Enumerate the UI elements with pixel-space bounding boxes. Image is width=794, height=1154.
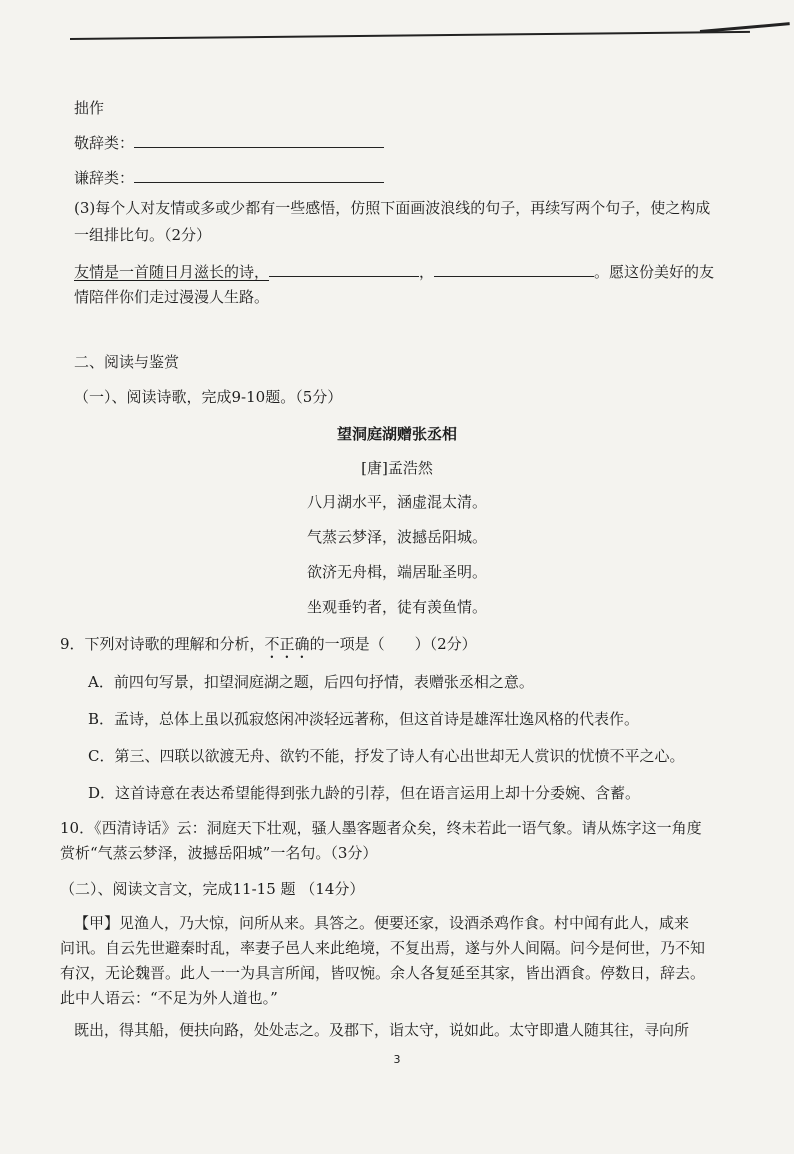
example-sentence: 友情是一首随日月滋长的诗， (74, 263, 270, 281)
section2-heading: 二、阅读与鉴赏 (74, 353, 180, 371)
commend-blank[interactable] (134, 133, 384, 148)
q9-stem-after: 的一项是（ ）（2分） (309, 635, 477, 653)
q8-3-prompt-line2: 一组排比句。（2分） (74, 226, 212, 244)
answer-ending: 。愿这份美好的友 (594, 263, 715, 281)
q9-option-d: D．这首诗意在表达希望能得到张九龄的引荐，但在语言运用上却十分委婉、含蓄。 (88, 784, 641, 802)
part1-heading: （一）、阅读诗歌，完成9-10题。（5分） (74, 388, 343, 406)
q9-option-c: C．第三、四联以欲渡无舟、欲钓不能，抒发了诗人有心出世却无人赏识的忧愤不平之心。 (88, 747, 685, 765)
humble-blank[interactable] (134, 168, 384, 183)
q9-stem (60, 634, 477, 662)
q9-option-b: B．孟诗，总体上虽以孤寂悠闲冲淡轻远著称，但这首诗是雄浑壮逸风格的代表作。 (88, 710, 640, 728)
part2-heading: （二）、阅读文言文，完成11-15 题 （14分） (60, 880, 365, 898)
passage-line: 【甲】见渔人，乃大惊，问所从来。具答之。便要还家，设酒杀鸡作食。村中闻有此人，咸来 (74, 914, 690, 932)
poem-line: 欲济无舟楫，端居耻圣明。 (306, 563, 487, 581)
poem-author: [唐]孟浩然 (361, 459, 433, 477)
answer-blank-2[interactable] (434, 262, 594, 277)
q9-stem-before: 9．下列对诗歌的理解和分析， (60, 635, 265, 653)
q8-3-answer-row (74, 262, 714, 282)
humble-row (74, 168, 384, 188)
commend-label: 敬辞类： (74, 134, 135, 152)
humble-label: 谦辞类： (74, 169, 135, 187)
q9-option-a: A．前四句写景，扣望洞庭湖之题，后四句抒情，表赠张丞相之意。 (88, 673, 534, 691)
passage-line: 问讯。自云先世避秦时乱，率妻子邑人来此绝境，不复出焉，遂与外人间隔。问今是何世，乃不知 (60, 939, 706, 957)
answer-blank-1[interactable] (269, 262, 419, 277)
top-words: 拙作 (74, 99, 105, 117)
q8-3-answer-line2: 情陪伴你们走过漫漫人生路。 (74, 288, 270, 306)
poem-line: 八月湖水平，涵虚混太清。 (306, 493, 487, 511)
q10-line2: 赏析“气蒸云梦泽，波撼岳阳城”一名句。（3分） (60, 844, 378, 862)
q9-stem-emphasis: 不正确 (264, 635, 310, 653)
passage-line: 有汉，无论魏晋。此人一一为具言所闻，皆叹惋。余人各复延至其家，皆出酒食。停数日，辞去。 (60, 964, 706, 982)
top-rule (70, 31, 750, 40)
q10-line1: 10．《西清诗话》云：洞庭天下壮观，骚人墨客题者众矣，终未若此一语气象。请从炼字这一角度 (60, 819, 702, 837)
poem-line: 气蒸云梦泽，波撼岳阳城。 (306, 528, 487, 546)
commend-row (74, 133, 384, 153)
q8-3-prompt-line1: (3)每个人对友情或多或少都有一些感悟，仿照下面画波浪线的句子，再续写两个句子，使之构成 (74, 199, 711, 217)
poem-line: 坐观垂钓者，徒有羡鱼情。 (306, 598, 487, 616)
passage-line: 此中人语云：“不足为外人道也。” (60, 989, 278, 1007)
passage-line: 既出，得其船，便扶向路，处处志之。及郡下，诣太守，说如此。太守即遣人随其往，寻向所 (74, 1021, 690, 1039)
answer-separator: ， (419, 263, 435, 281)
page-number: 3 (393, 1053, 401, 1066)
poem-title: 望洞庭湖赠张丞相 (336, 425, 457, 443)
